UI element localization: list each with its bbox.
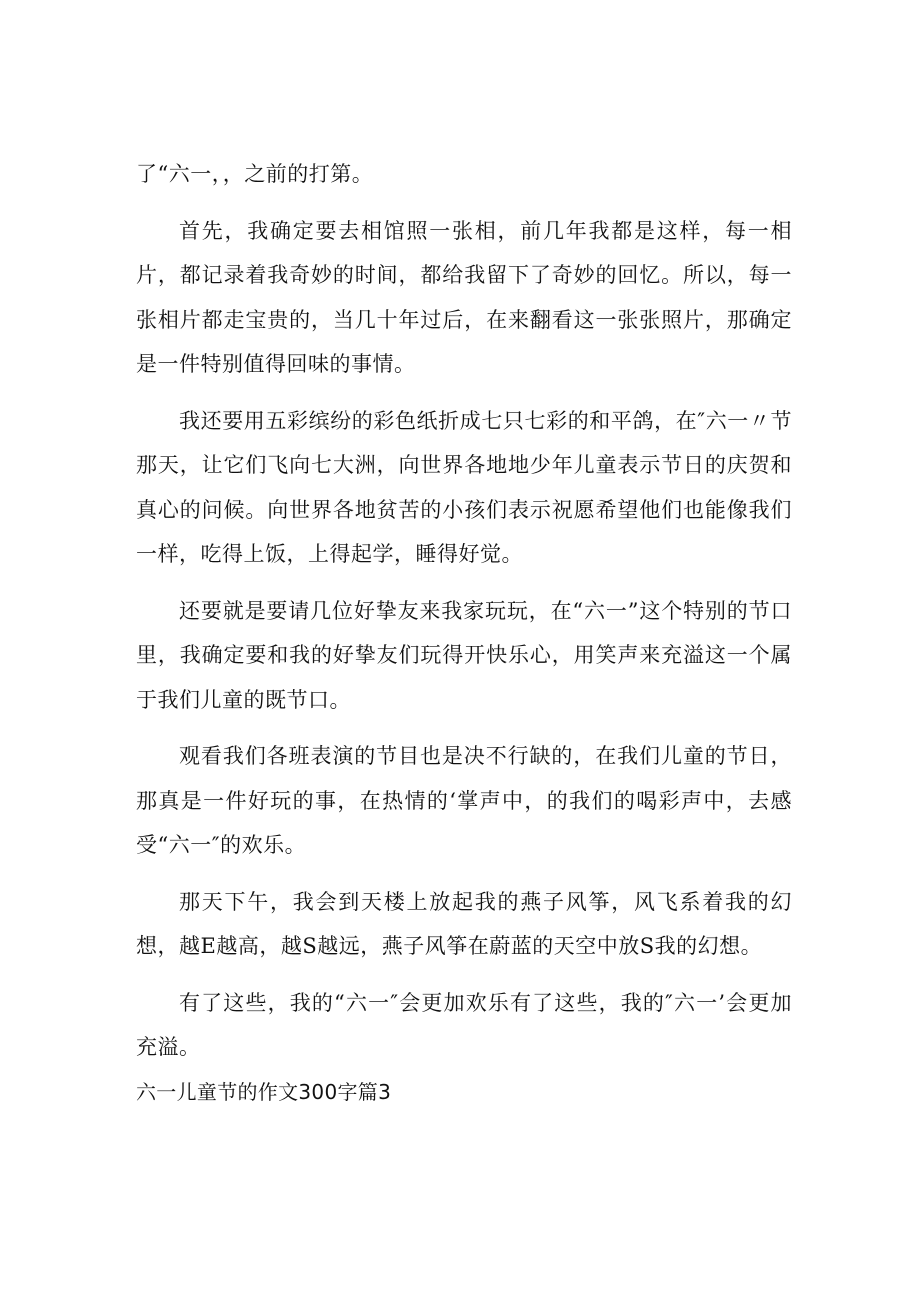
paragraph-photo: 首先，我确定要去相馆照一张相，前几年我都是这样，每一相片，都记录着我奇妙的时间，都给我留下了奇妙的回忆。所以，每一张相片都走宝贵的，当几十年过后，在来翻看这一张张照片，那确定是一件特别值得回味的事情。 [136,218,792,376]
paragraph-peace-doves: 我还要用五彩缤纷的彩色纸折成七只七彩的和平鸽，在″六一〃节那天，让它们飞向七大洲，向世界各地地少年儿童表示节日的庆贺和真心的问候。向世界各地贫苦的小孩们表示祝愿希望他们也能像我们一样，吃得上饭，上得起学，睡得好觉。 [136,408,792,566]
paragraph-friends: 还要就是要请几位好挚友来我家玩玩，在“六一”这个特别的节口里，我确定要和我的好挚友们玩得开快乐心，用笑声来充溢这一个属于我们儿童的既节口。 [136,598,792,712]
paragraph-continuation: 了“六一，，之前的打第。 [136,162,374,186]
document-body [136,152,792,1114]
paragraph-conclusion: 有了这些，我的“六一″会更加欢乐有了这些，我的″六一’会更加充溢。 [136,990,792,1059]
paragraph-kite: 那天下午，我会到天楼上放起我的燕子风筝，风飞系着我的幻想，越E越高，越S越远，燕子风筝在蔚蓝的天空中放S我的幻想。 [136,889,792,958]
paragraph-performances: 观看我们各班表演的节目也是决不行缺的，在我们儿童的节日，那真是一件好玩的事，在热情的‘掌声中，的我们的喝彩声中，去感受“六一″的欢乐。 [136,744,792,857]
section-heading: 六一儿童节的作文300字篇3 [136,1079,392,1104]
